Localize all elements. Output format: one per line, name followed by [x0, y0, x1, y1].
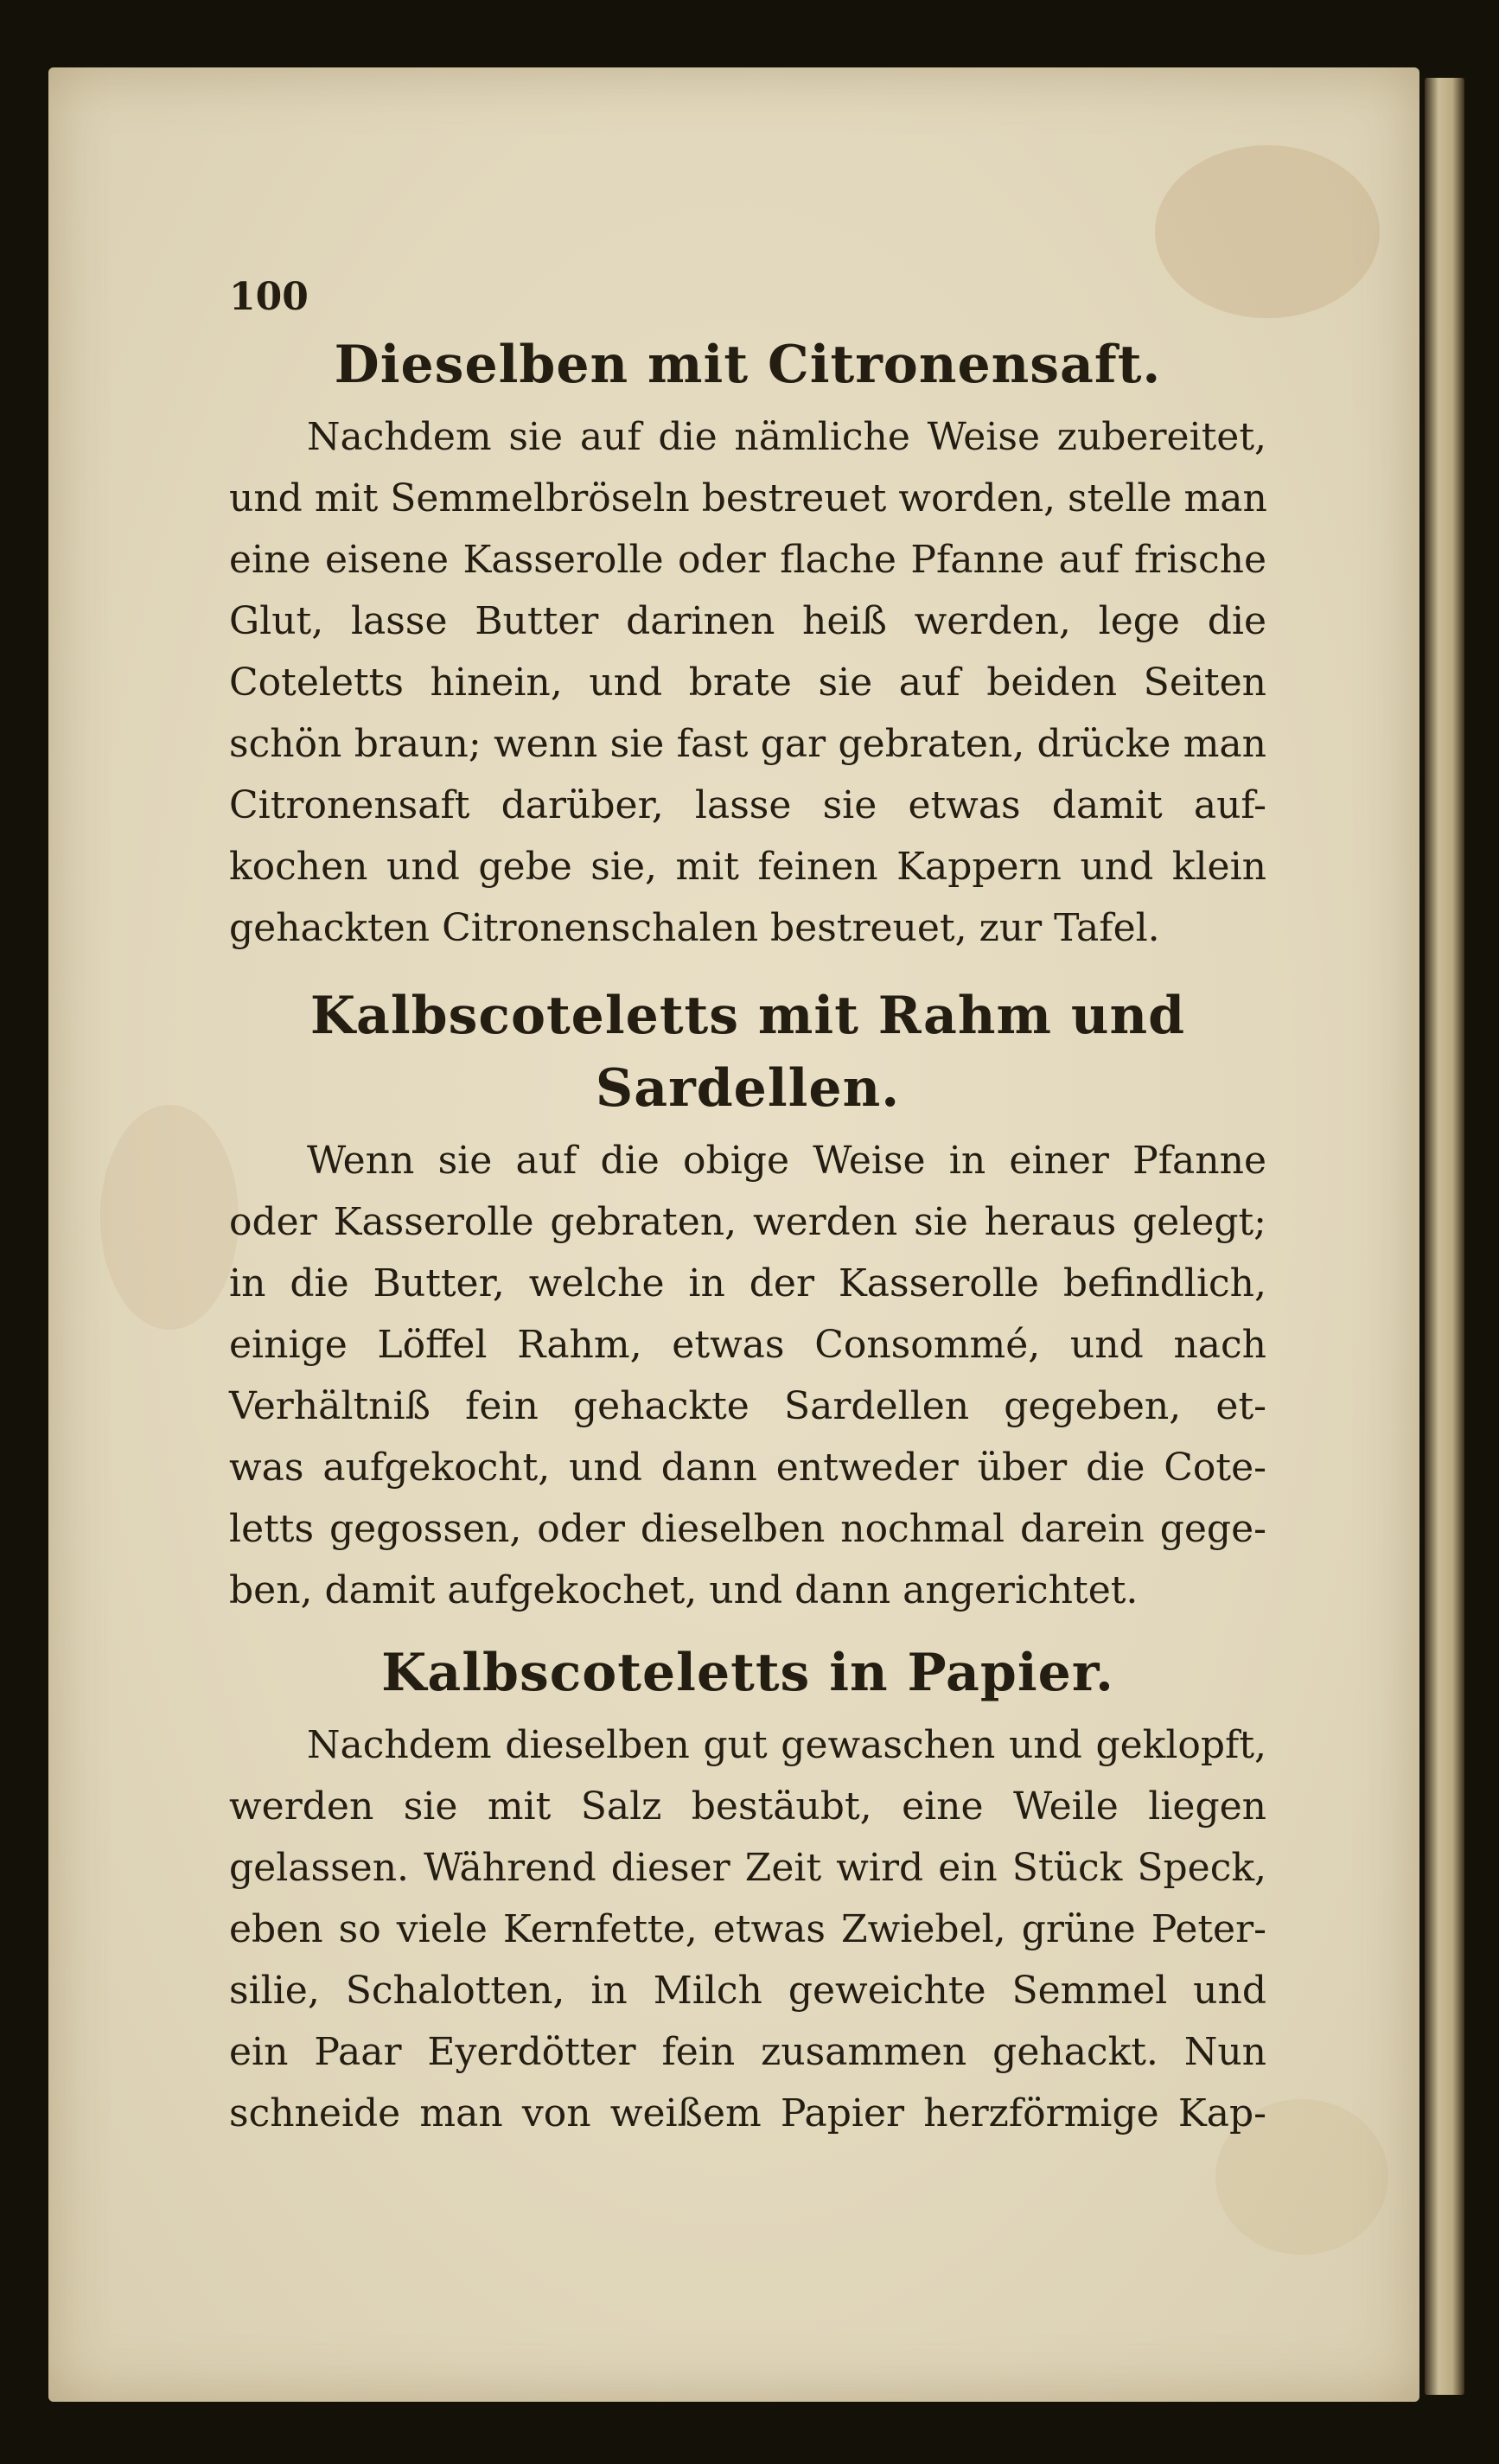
text-line: oder Kasserolle gebraten, werden sie heraus gelegt; [229, 1200, 1266, 1244]
text-line: schneide man von weißem Papier herzförmige Kap- [229, 2091, 1266, 2135]
text-line: Citronensaft darüber, lasse sie etwas damit auf- [229, 783, 1266, 827]
text-line: Verhältniß fein gehackte Sardellen gegeben, et- [229, 1384, 1266, 1428]
text-line: in die Butter, welche in der Kasserolle befindlich, [229, 1261, 1266, 1305]
text-line: Nachdem dieselben gut gewaschen und geklopft, [307, 1723, 1266, 1767]
page-number: 100 [229, 275, 309, 319]
text-line: und mit Semmelbröseln bestreuet worden, stelle man [229, 476, 1267, 520]
section-heading: Kalbscoteletts mit Rahm und Sardellen. [309, 986, 1186, 1119]
text-line: gelassen. Während dieser Zeit wird ein Stück Speck, [229, 1846, 1266, 1890]
text-line: letts gegossen, oder dieselben nochmal darein gege- [229, 1507, 1266, 1551]
page-edge [1425, 78, 1464, 2395]
text-line: silie, Schalotten, in Milch geweichte Semmel und [229, 1969, 1266, 2013]
text-line: eine eisene Kasserolle oder flache Pfanne auf frische [229, 538, 1266, 582]
section-heading: Dieselben mit Citronensaft. [334, 335, 1162, 395]
text-line: was aufgekocht, und dann entweder über die Cote- [229, 1446, 1266, 1490]
text-line: Coteletts hinein, und brate sie auf beiden Seiten [229, 661, 1266, 705]
paragraph [229, 1130, 1266, 1621]
text-line: eben so viele Kernfette, etwas Zwiebel, grüne Peter- [229, 1907, 1266, 1951]
section [229, 329, 1266, 959]
section [229, 980, 1266, 1621]
paragraph [229, 1714, 1266, 2144]
text-line: ben, damit aufgekochet, und dann angerichtet. [229, 1568, 1139, 1612]
text-line: einige Löffel Rahm, etwas Consommé, und nach [229, 1323, 1266, 1367]
text-line: kochen und gebe sie, mit feinen Kappern und klein [229, 845, 1266, 889]
text-line: Wenn sie auf die obige Weise in einer Pfanne [307, 1139, 1266, 1183]
text-line: gehackten Citronenschalen bestreuet, zur Tafel. [229, 906, 1160, 950]
text-line: ein Paar Eyerdötter fein zusammen gehackt. Nun [229, 2030, 1266, 2074]
section [229, 1637, 1266, 2144]
paragraph [229, 406, 1266, 959]
paper-stain [100, 1105, 239, 1330]
text-block [229, 268, 1266, 2144]
text-line: werden sie mit Salz bestäubt, eine Weile liegen [229, 1784, 1266, 1829]
text-line: schön braun; wenn sie fast gar gebraten, drücke man [229, 722, 1266, 766]
section-heading: Kalbscoteletts in Papier. [381, 1643, 1114, 1703]
text-line: Glut, lasse Butter darinen heiß werden, lege die [229, 599, 1266, 643]
text-line: Nachdem sie auf die nämliche Weise zubereitet, [307, 415, 1266, 459]
